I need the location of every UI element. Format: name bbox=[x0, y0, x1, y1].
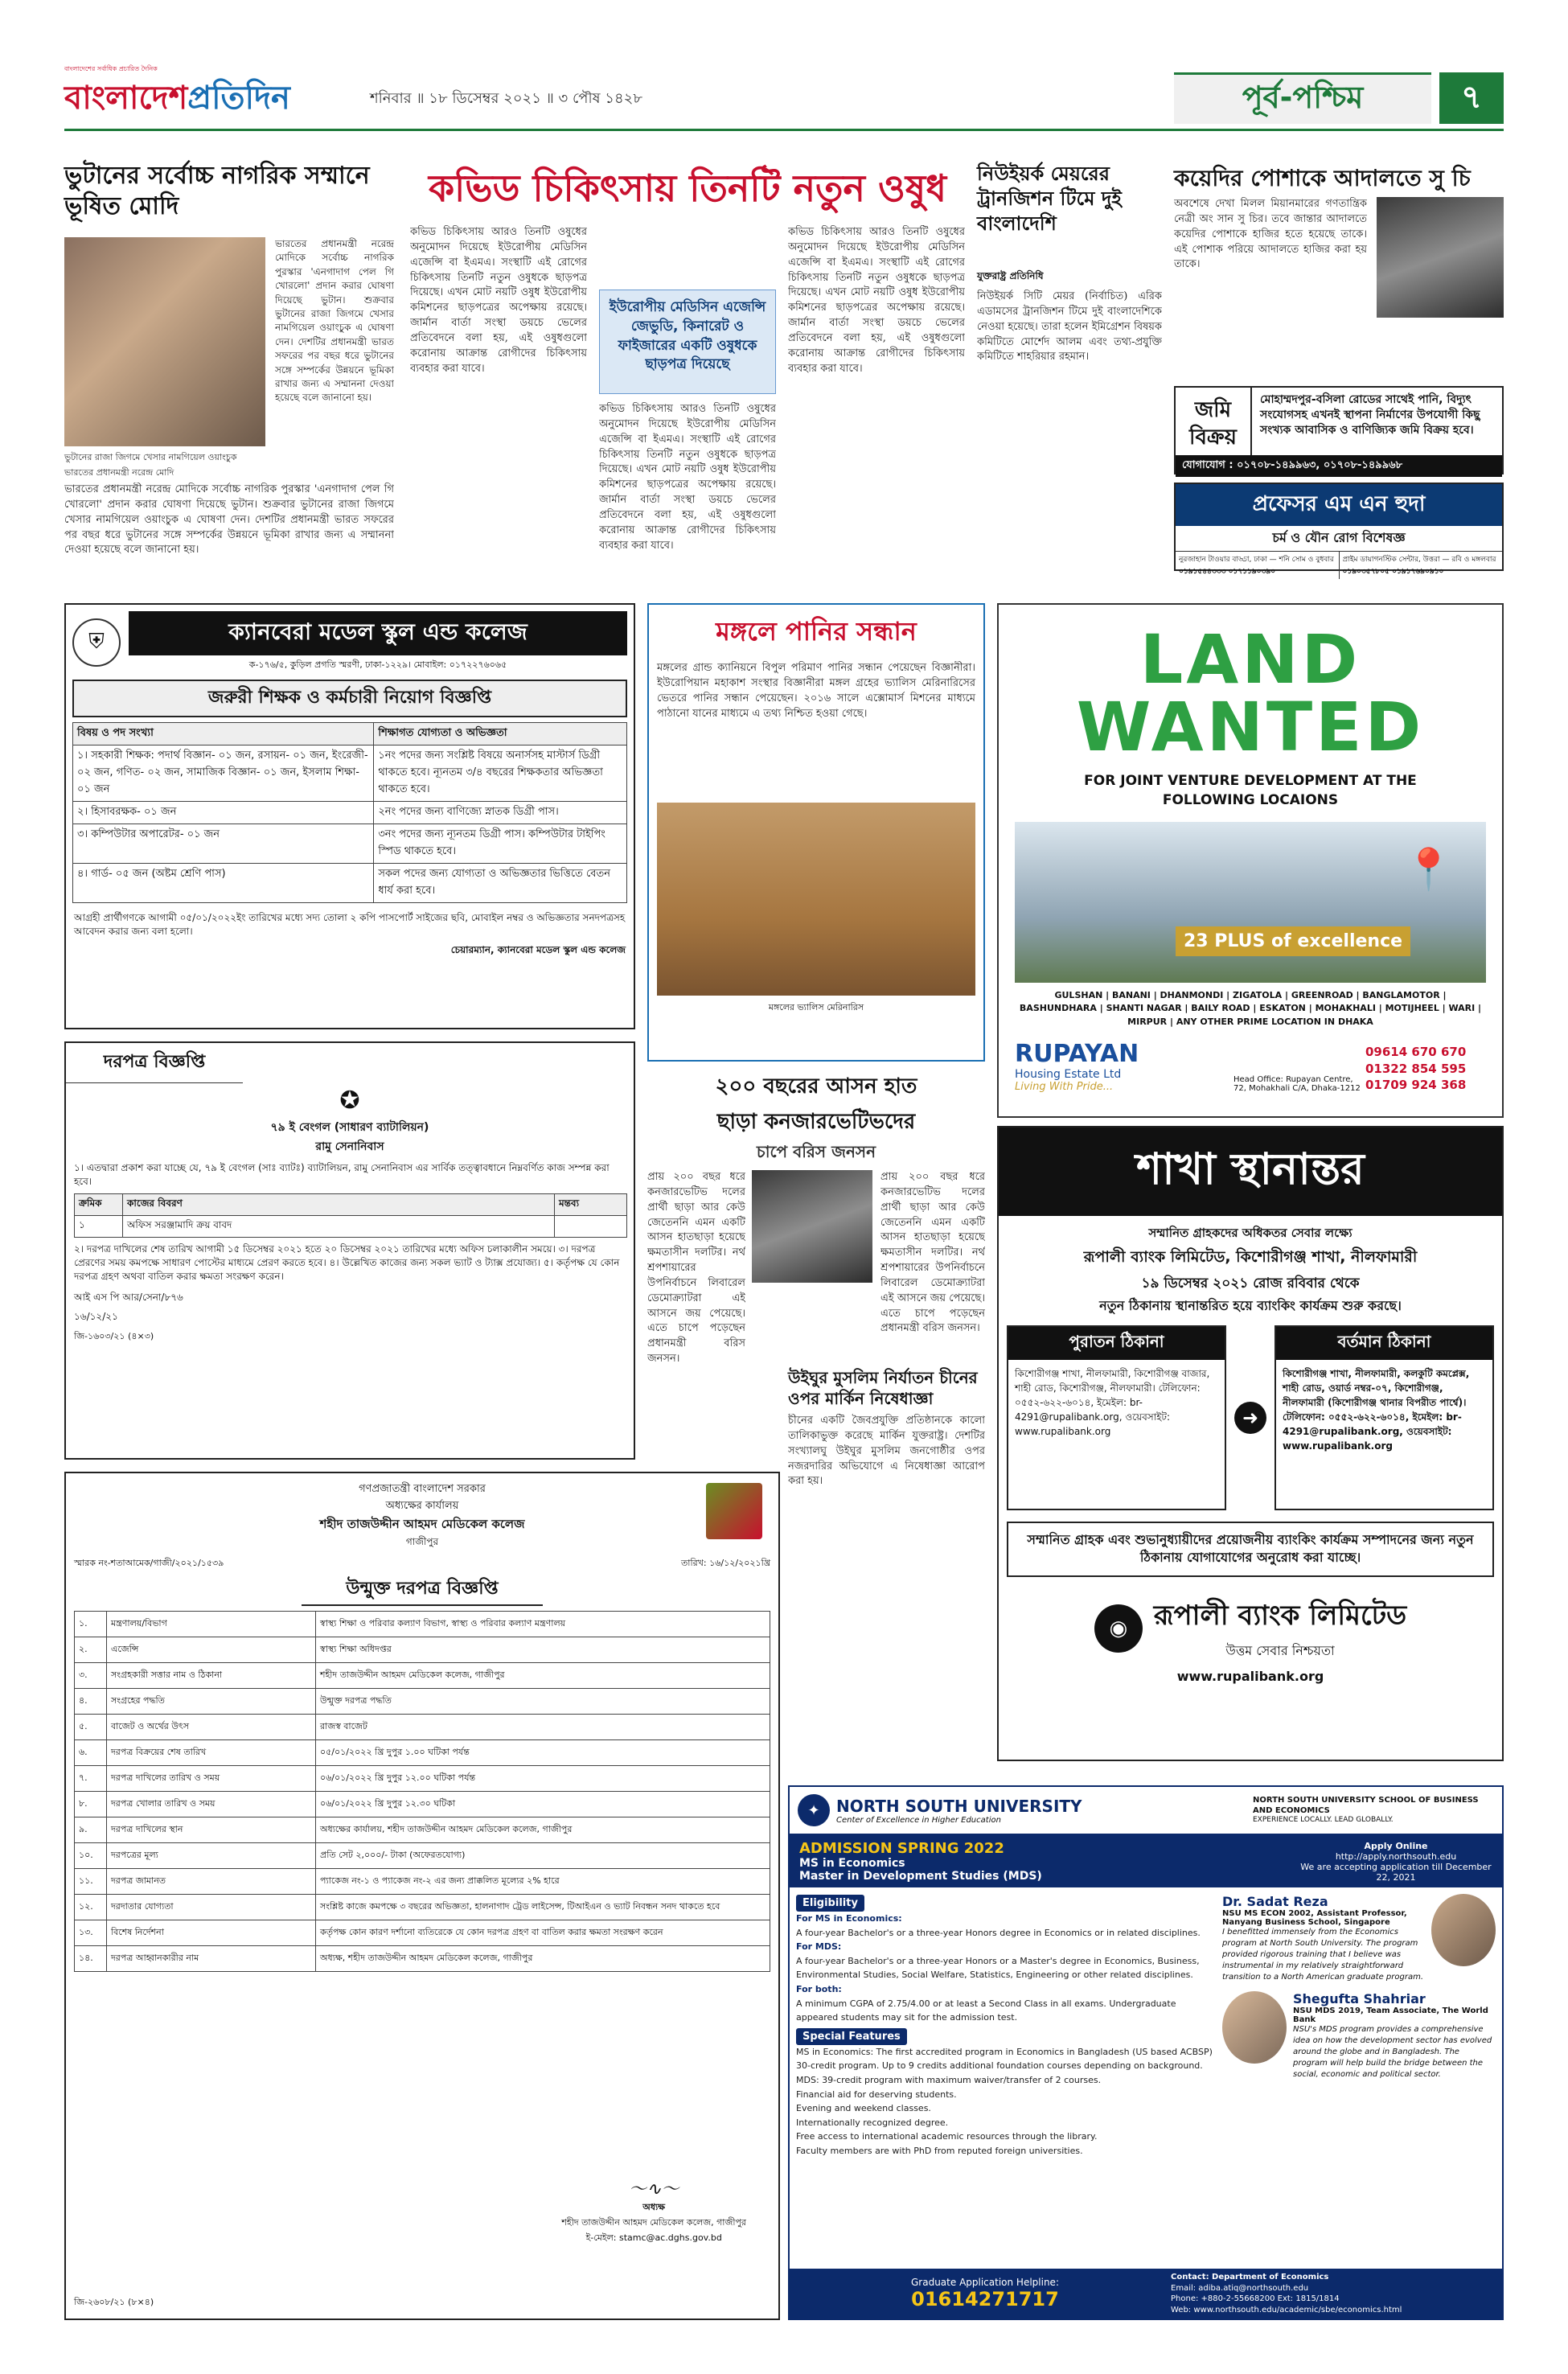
medical-table-cell: ৯. bbox=[75, 1817, 107, 1843]
nsu-program-1: MS in Economics bbox=[799, 1857, 905, 1870]
signature-mark: 〜∿〜 bbox=[628, 2179, 679, 2199]
nsu-feat-4: Evening and weekend classes. bbox=[796, 2103, 931, 2114]
land-skyline-image bbox=[1015, 822, 1486, 983]
canberra-r4-right: সকল পদের জন্য যোগ্যতা ও অভিজ্ঞতার ভিত্তিতে বেতন ধার্য করা হবে। bbox=[374, 864, 627, 903]
canberra-table bbox=[72, 722, 627, 903]
nsu-tagline: Center of Excellence in Higher Education bbox=[836, 1815, 1001, 1825]
medical-table-cell: ৫. bbox=[75, 1715, 107, 1740]
medical-table-cell: সংগ্রহের পদ্ধতি bbox=[107, 1689, 316, 1715]
nsu-feat-7: Faculty members are with PhD from reputed foreign universities. bbox=[796, 2145, 1083, 2156]
ad-canberra-school[interactable] bbox=[64, 603, 635, 1029]
medical-table-row bbox=[75, 1663, 770, 1689]
medical-table-row bbox=[75, 1740, 770, 1766]
land-subtitle: FOR JOINT VENTURE DEVELOPMENT AT THE FOLLOWING LOCAIONS bbox=[1084, 773, 1417, 808]
medical-table-row bbox=[75, 1843, 770, 1869]
nsu-elig3: A minimum CGPA of 2.75/4.00 or at least a Second Class in all exams. Undergraduate appeared students may sit for the admission test. bbox=[796, 1998, 1176, 2023]
tender-r1-num: ১ bbox=[75, 1215, 123, 1237]
ad-doctor[interactable] bbox=[1174, 483, 1504, 576]
article-boris[interactable] bbox=[647, 1070, 985, 1367]
medical-table-cell: দরপত্র আহ্বানকারীর নাম bbox=[107, 1946, 316, 1972]
branch-slogan: উত্তম সেবার নিশ্চয়তা bbox=[1225, 1642, 1335, 1658]
nsu-logo-icon: ✦ bbox=[798, 1794, 830, 1826]
tender-unit: ৭৯ ই বেংগল (সাধারণ ব্যাটালিয়ন) bbox=[270, 1121, 429, 1134]
tender-ref: আই এস পি আর/সেনা/৮৭৬ bbox=[74, 1291, 183, 1303]
rupayan-tagline: Living With Pride... bbox=[1015, 1081, 1114, 1094]
covid-body-col2: কভিড চিকিৎসায় আরও তিনটি ওষুধের অনুমোদন দিয়েছে ইউরোপীয় মেডিসিন এজেন্সি বা ইএমএ। সংস্থাটি এই রোগের চিকিৎসায় তিনটি নতুন ওষুধকে ছাড়পত্র দিয়েছে। এখন মোট নয়টি ওষুধ ইউরোপীয় কমিশনের ছাড়পত্রের অপেক্ষায় রয়েছে। জার্মান বার্তা সংস্থা ডয়চে ভেলের প্রতিবেদনে বলা হয়, এই ওষুধগুলো করোনায় আক্রান্ত রোগীদের চিকিৎসায় ব্যবহার করা যাবে। bbox=[599, 403, 776, 552]
ad-medical-tender[interactable] bbox=[64, 1472, 780, 2320]
medical-table-cell: ০৫/০১/২০২২ খ্রি দুপুর ১.০০ ঘটিকা পর্যন্ত bbox=[316, 1740, 770, 1766]
ad-branch-relocation[interactable] bbox=[997, 1126, 1504, 1761]
medical-table-cell: কর্তৃপক্ষ কোন কারণ দর্শানো ব্যতিরেকে যে কোন দরপত্র গ্রহণ বা বাতিল করার ক্ষমতা সংরক্ষণ করেন bbox=[316, 1920, 770, 1946]
medical-table-cell: ১০. bbox=[75, 1843, 107, 1869]
covid-body-col3: কভিড চিকিৎসায় আরও তিনটি ওষুধের অনুমোদন দিয়েছে ইউরোপীয় মেডিসিন এজেন্সি বা ইএমএ। সংস্থাটি এই রোগের চিকিৎসায় তিনটি নতুন ওষুধকে ছাড়পত্র দিয়েছে। এখন মোট নয়টি ওষুধ ইউরোপীয় কমিশনের ছাড়পত্রের অপেক্ষায় রয়েছে। জার্মান বার্তা সংস্থা ডয়চে ভেলের প্রতিবেদনে বলা হয়, এই ওষুধগুলো করোনায় আক্রান্ত রোগীদের চিকিৎসায় ব্যবহার করা যাবে। bbox=[788, 226, 965, 375]
medical-table-row bbox=[75, 1637, 770, 1663]
tender-date: ১৬/১২/২১ bbox=[74, 1310, 118, 1322]
mujib-logo-icon bbox=[706, 1483, 762, 1539]
nsu-feat-1: MS in Economics: The first accredited program in Economics in Bangladesh (US based ACBSP) 30-credit program. Up to 9 credits additional foundation courses depending on background. bbox=[796, 2046, 1213, 2072]
tender-title: দরপত্র বিজ্ঞপ্তি bbox=[66, 1043, 243, 1083]
medical-table-cell: প্রতি সেট ২,০০০/- টাকা (অফেরতযোগ্য) bbox=[316, 1843, 770, 1869]
canberra-signature: চেয়ারম্যান, ক্যানবেরা মডেল স্কুল এন্ড কলেজ bbox=[450, 943, 626, 955]
school-crest-icon: ⛨ bbox=[72, 618, 121, 667]
branch-new-addr: কিশোরীগঞ্জ শাখা, নীলফামারী, কলকুটি কমপ্লেক্স, শাহী রোড, ওয়ার্ড নম্বর-০৭, কিশোরীগঞ্জ, নীলফামারী (কিশোরীগঞ্জ থানার বিপরীত পার্শ্বে)। টেলিফোন: ০৫৫২-৬২২-৬০১৪, ইমেইল: br-4291@rupalibank.org, ওয়েবসাইট: www.rupalibank.org bbox=[1283, 1368, 1470, 1452]
nsu-apply-url[interactable]: http://apply.northsouth.edu bbox=[1335, 1850, 1457, 1862]
article-suu-kyi[interactable] bbox=[1174, 161, 1504, 378]
medical-table-cell: বাজেট ও অর্থের উৎস bbox=[107, 1715, 316, 1740]
newspaper-logo[interactable] bbox=[64, 72, 290, 126]
tender-th-1: ক্রমিক bbox=[75, 1193, 123, 1215]
dateline: শনিবার ॥ ১৮ ডিসেম্বর ২০২১ ॥ ৩ পৌষ ১৪২৮ bbox=[370, 90, 643, 107]
land-years-badge: 23 PLUS of excellence bbox=[1176, 926, 1410, 956]
medical-table-cell: অধ্যক্ষের কার্যালয়, শহীদ তাজউদ্দীন আহমদ মেডিকেল কলেজ, গাজীপুর bbox=[316, 1817, 770, 1843]
army-emblem-icon: ✪ bbox=[339, 1086, 360, 1115]
covid-headline[interactable]: কভিড চিকিৎসায় তিনটি নতুন ওষুধ bbox=[428, 166, 947, 210]
medical-table-cell: দরপত্র জামানত bbox=[107, 1869, 316, 1895]
branch-date-line: ১৯ ডিসেম্বর ২০২১ রোজ রবিবার থেকে bbox=[1141, 1275, 1360, 1292]
ad-nsu[interactable] bbox=[788, 1785, 1504, 2320]
medical-ref: স্মারক নং-শতাআমেক/গাজী/২০২১/১৫৩৯ bbox=[74, 1558, 224, 1568]
medical-table-row bbox=[75, 1920, 770, 1946]
doctor-chamber-1: নুরজাহান টাওয়ার বাড্ডা, ঢাকা — শনি সোম ও বুধবার bbox=[1179, 556, 1334, 564]
medical-table-cell: এজেন্সি bbox=[107, 1637, 316, 1663]
nsu-program-2: Master in Development Studies (MDS) bbox=[799, 1870, 1042, 1883]
medical-sign-college: শহীদ তাজউদ্দীন আহমদ মেডিকেল কলেজ, গাজীপুর bbox=[561, 2217, 746, 2228]
tender-code: জি-১৬০৩/২১ (৪×৩) bbox=[74, 1330, 154, 1341]
medical-table-cell: দরদাতার যোগ্যতা bbox=[107, 1895, 316, 1920]
medical-table-cell: ১৪. bbox=[75, 1946, 107, 1972]
nsu-alum2-quote: NSU's MDS program provides a comprehensive idea on how the development sector has evolved around the globe and in Bangladesh. The program will help build the bridge between the social, economic and political sector. bbox=[1293, 2025, 1492, 2079]
medical-title: উন্মুক্ত দরপত্র বিজ্ঞপ্তি bbox=[302, 1575, 543, 1606]
medical-table-row bbox=[75, 1946, 770, 1972]
canberra-col-2: শিক্ষাগত যোগ্যতা ও অভিজ্ঞতা bbox=[374, 723, 627, 745]
nsu-phone[interactable]: Phone: +880-2-55668200 Ext: 1815/1814 bbox=[1171, 2294, 1340, 2303]
medical-table-cell: দরপত্র দাখিলের স্থান bbox=[107, 1817, 316, 1843]
nsu-features-title: Special Features bbox=[796, 2028, 907, 2045]
canberra-title: ক্যানবেরা মডেল স্কুল এন্ড কলেজ bbox=[129, 611, 627, 655]
tender-place: রামু সেনানিবাস bbox=[315, 1140, 384, 1153]
boris-body-2: প্রায় ২০০ বছর ধরে কনজারভেটিভ দলের প্রার্থী ছাড়া আর কেউ জেতেননি এমন একটি আসন হাতছাড়া হয়েছে ক্ষমতাসীন দলটির। নর্থ শ্রপশায়ারের উপনির্বাচনে লিবারেল ডেমোক্র্যাটরা এই আসনে জয় পেয়েছে। এতে চাপে পড়েছেন প্রধানমন্ত্রী বরিস জনসন। bbox=[880, 1171, 985, 1335]
branch-old-box bbox=[1007, 1325, 1226, 1510]
canberra-footer: আগ্রহী প্রার্থীগণকে আগামী ০৫/০১/২০২২ইং তারিখের মধ্যে সদ্য তোলা ২ কপি পাসপোর্ট সাইজের ছবি, মোবাইল নম্বর ও অভিজ্ঞতার সনদপত্রসহ আবেদন করার জন্য বলা হলো। bbox=[74, 912, 626, 937]
medical-table-row bbox=[75, 1766, 770, 1792]
tender-r1-desc: অফিস সরঞ্জামাদি ক্রয় বাবদ bbox=[123, 1215, 555, 1237]
branch-new-box bbox=[1275, 1325, 1494, 1510]
suukyi-photo bbox=[1377, 197, 1504, 318]
article-covid[interactable] bbox=[410, 161, 965, 595]
boris-headline-2[interactable]: ছাড়া কনজারভেটিভদের bbox=[716, 1110, 916, 1134]
branch-title: শাখা স্থানান্তর bbox=[999, 1127, 1502, 1216]
boris-headline-1[interactable]: ২০০ বছরের আসন হাত bbox=[715, 1074, 917, 1099]
medical-table-cell: মন্ত্রণালয়/বিভাগ bbox=[107, 1612, 316, 1637]
branch-notice: নতুন ঠিকানায় স্থানান্তরিত হয়ে ব্যাংকিং কার্যক্রম শুরু করছে। bbox=[1099, 1298, 1402, 1313]
medical-table-cell: প্যাকেজ নং-১ ও প্যাকেজ নং-২ এর জন্য প্রাক্কলিত মূল্যের ২% হারে bbox=[316, 1869, 770, 1895]
location-pin-icon: 📍 bbox=[1403, 845, 1454, 893]
medical-table-cell: সংশ্লিষ্ট কাজে কমপক্ষে ৩ বছরের অভিজ্ঞতা, হালনাগাদ ট্রেড লাইসেন্স, টিআইএন ও ভ্যাট নিবন্ধন সনদ থাকতে হবে bbox=[316, 1895, 770, 1920]
doctor-specialty: চর্ম ও যৌন রোগ বিশেষজ্ঞ bbox=[1272, 530, 1406, 545]
mars-body: মঙ্গলের গ্রান্ড ক্যানিয়নে বিপুল পরিমাণ পানির সন্ধান পেয়েছেন বিজ্ঞানীরা। ইউরোপিয়ান মহাকাশ সংস্থার বিজ্ঞানীরা মঙ্গল গ্রহের ভ্যালিস মেরিনারিসের ভেতরে পানির সন্ধান পেয়েছেন। ২০১৬ সালে এক্সোমার্স মিশনের মাধ্যমে পাঠানো যানের মাধ্যমে এ তথ্য নিশ্চিত হওয়া গেছে। bbox=[657, 662, 975, 720]
nsu-contact: Contact: Department of Economics bbox=[1171, 2273, 1329, 2282]
canberra-r1-left: ১। সহকারী শিক্ষক: পদার্থ বিজ্ঞান- ০১ জন, রসায়ন- ০১ জন, ইংরেজী- ০২ জন, গণিত- ০২ জন, সামাজিক বিজ্ঞান- ০১ জন, ইসলাম শিক্ষা- ০১ জন bbox=[73, 745, 374, 802]
section-title: পূর্ব-পশ্চিম bbox=[1174, 72, 1431, 124]
medical-email[interactable]: ই-মেইল: stamc@ac.dghs.gov.bd bbox=[585, 2232, 722, 2243]
medical-table-cell: দরপত্রের মূল্য bbox=[107, 1843, 316, 1869]
bhutan-caption: ভুটানের রাজা জিগমে খেসার নামগিয়েল ওয়াংচুক ভারতের প্রধানমন্ত্রী নরেন্দ্র মোদি bbox=[64, 452, 237, 478]
nsu-alum1-quote: I benefitted immensely from the Economics program at North South University. The program provided rigorous training that I believe was instrumental in my relatively straightforward transition to a North American graduate program. bbox=[1222, 1928, 1423, 1982]
article-mars[interactable] bbox=[647, 603, 985, 1062]
tender-table bbox=[74, 1193, 627, 1238]
branch-old-addr: কিশোরীগঞ্জ শাখা, নীলফামারী, কিশোরীগঞ্জ বাজার, শাহী রোড, কিশোরীগঞ্জ, নীলফামারী। টেলিফোন: ০৫৫২-৬২২-৬০১৪, ইমেইল: br-4291@rupalibank.org, ওয়েবসাইট: www.rupalibank.org bbox=[1015, 1368, 1210, 1437]
medical-table-row bbox=[75, 1817, 770, 1843]
nsu-alum2-photo bbox=[1222, 1991, 1287, 2064]
bhutan-headline[interactable]: ভুটানের সর্বোচ্চ নাগরিক সম্মানে ভূষিত মোদি bbox=[64, 162, 370, 220]
medical-table-cell: ২. bbox=[75, 1637, 107, 1663]
tender-th-3: মন্তব্য bbox=[555, 1193, 627, 1215]
nsu-feat-5: Internationally recognized degree. bbox=[796, 2117, 949, 2128]
canberra-r3-left: ৩। কম্পিউটার অপারেটর- ০১ জন bbox=[73, 824, 374, 864]
land-wanted-title: WANTED bbox=[1076, 688, 1425, 766]
nsu-elig2: A four-year Bachelor's or a three-year Honors or a Master's degree in Economics, Business, Environmental Studies, Social Welfare, Statistics, Engineering or other related disciplines. bbox=[796, 1955, 1200, 1981]
tender-conditions: ২। দরপত্র দাখিলের শেষ তারিখ আগামী ১৫ ডিসেম্বর ২০২১ হতে ২০ ডিসেম্বর ২০২১ তারিখের মধ্যে অফিস চলাকালীন সময়ে। ৩। দরপত্র প্রেরণের সময় কমপক্ষে সাধারণ পোস্টের মাধ্যমে প্রেরণ করতে হবে। ৪। উল্লেখিত কাজের জন্য সকল ভ্যাট ও ট্যাক্স প্রযোজ্য। ৫। কর্তৃপক্ষ যে কোন দরপত্র গ্রহণ অথবা বাতিল করার ক্ষমতা সংরক্ষণ করেন। bbox=[74, 1242, 620, 1283]
medical-gov: গণপ্রজাতন্ত্রী বাংলাদেশ সরকার bbox=[359, 1483, 486, 1495]
doctor-name: প্রফেসর এম এন হুদা bbox=[1176, 484, 1502, 526]
mars-caption: মঙ্গলের ভ্যালিস মেরিনারিস bbox=[768, 1002, 864, 1012]
medical-table-cell: স্বাস্থ্য শিক্ষা অধিদপ্তর bbox=[316, 1637, 770, 1663]
nsu-elig3-title: For both: bbox=[796, 1983, 842, 1994]
ny-body: নিউইয়র্ক সিটি মেয়র (নির্বাচিত) এরিক এডামসের ট্রানজিশন টিমে দুই বাংলাদেশিকে নেওয়া হয়েছে। তারা হলেন ইমিগ্রেশন বিষয়ক কমিটিতে মোর্শেদ আলম এবং তথ্য-প্রযুক্তি কমিটিতে শাহরিয়ার রহমান। bbox=[977, 290, 1162, 363]
nsu-web[interactable]: Web: www.northsouth.edu/academic/sbe/economics.html bbox=[1171, 2305, 1402, 2314]
medical-table-cell: ৩. bbox=[75, 1663, 107, 1689]
doctor-phone-2[interactable]: ০১৯০৩৫৭৮০৫ ০১৯১৭৬৯০৯১০ bbox=[1342, 568, 1444, 576]
nsu-admission: ADMISSION SPRING 2022 bbox=[799, 1840, 1004, 1857]
nsu-alum2-title: NSU MDS 2019, Team Associate, The World Bank bbox=[1293, 2006, 1488, 2024]
nsu-alum2-name: Shegufta Shahriar bbox=[1293, 1991, 1426, 2006]
ad-tender-bengal[interactable] bbox=[64, 1041, 635, 1460]
ad-land-sale[interactable] bbox=[1174, 386, 1504, 474]
rupayan-phone-1[interactable]: 09614 670 670 bbox=[1365, 1045, 1467, 1060]
canberra-col-1: বিষয় ও পদ সংখ্যা bbox=[73, 723, 374, 745]
medical-table-cell: দরপত্র খোলার তারিখ ও সময় bbox=[107, 1792, 316, 1817]
boris-headline-3[interactable]: চাপে বরিস জনসন bbox=[756, 1142, 876, 1161]
covid-pull-quote: ইউরোপীয় মেডিসিন এজেন্সি জেভুডি, কিনারেট ও ফাইজারের একটি ওষুধকে ছাড়পত্র দিয়েছে bbox=[599, 290, 776, 394]
branch-new-title: বর্তমান ঠিকানা bbox=[1276, 1327, 1492, 1360]
medical-code: জি-২৬০৮/২১ (৮×৪) bbox=[74, 2297, 154, 2307]
medical-district: গাজীপুর bbox=[405, 1536, 439, 1547]
nsu-apply[interactable]: Apply Online bbox=[1364, 1840, 1428, 1851]
medical-table-cell: দরপত্র দাখিলের তারিখ ও সময় bbox=[107, 1766, 316, 1792]
canberra-address: ক-১৭৬/৫, কুড়িল প্রগতি স্মরণী, ঢাকা-১২২৯। মোবাইল: ০১৭২২৭৬০৬৫ bbox=[248, 659, 507, 670]
nsu-university: NORTH SOUTH UNIVERSITY bbox=[836, 1796, 1082, 1816]
medical-table-cell: অধ্যক্ষ, শহীদ তাজউদ্দীন আহমদ মেডিকেল কলেজ, গাজীপুর bbox=[316, 1946, 770, 1972]
medical-office: অধ্যক্ষের কার্যালয় bbox=[385, 1500, 459, 1512]
rupali-bank-logo-icon: ◉ bbox=[1094, 1604, 1143, 1653]
medical-table-cell: রাজস্ব বাজেট bbox=[316, 1715, 770, 1740]
ny-byline: যুক্তরাষ্ট্র প্রতিনিধি bbox=[977, 270, 1044, 281]
medical-table-cell: স্বাস্থ্য শিক্ষা ও পরিবার কল্যাণ বিভাগ, স্বাস্থ্য ও পরিবার কল্যাণ মন্ত্রণালয় bbox=[316, 1612, 770, 1637]
medical-table-cell: ৮. bbox=[75, 1792, 107, 1817]
medical-table-row bbox=[75, 1689, 770, 1715]
nsu-alum1-name: Dr. Sadat Reza bbox=[1222, 1894, 1328, 1909]
branch-url[interactable]: www.rupalibank.org bbox=[1176, 1668, 1324, 1684]
land-locations: GULSHAN | BANANI | DHANMONDI | ZIGATOLA | GREENROAD | BANGLAMOTOR | BASHUNDHARA | SHANTI NAGAR | BAILY ROAD | ESKATON | MOHAKHALI | MOTIJHEEL | WARI | MIRPUR | ANY OTHER PRIME LOCATION IN DHAKA bbox=[1019, 989, 1482, 1027]
nsu-helpline-label: Graduate Application Helpline: bbox=[911, 2277, 1059, 2288]
doctor-phone-1[interactable]: ০১৯১৫৪৪৩৩৩ ০১৭১১৯০৩৯০ bbox=[1179, 568, 1276, 576]
rupayan-sub: Housing Estate Ltd bbox=[1015, 1068, 1122, 1082]
medical-table-cell: ১৩. bbox=[75, 1920, 107, 1946]
bhutan-body: ভারতের প্রধানমন্ত্রী নরেন্দ্র মোদিকে সর্বোচ্চ নাগরিক পুরস্কার 'এনগাদাগ পেল গি খোরলো' প্রদান করার ঘোষণা দিয়েছে ভুটান। শুক্রবার ভুটানের রাজা জিগমে খেসার নামগিয়েল ওয়াংচুক এ ঘোষণা দেন। দেশটির প্রধানমন্ত্রী ভারত সফরের পর বছর ধরে ভুটানের সঙ্গে সম্পর্কের উন্নয়নে ভূমিকা রাখার জন্য এ সম্মাননা দেওয়া হয়েছে বলে জানানো হয়। bbox=[64, 483, 394, 557]
canberra-r3-right: ৩নং পদের জন্য ন্যূনতম ডিগ্রী পাস। কম্পিউটার টাইপিং স্পিড থাকতে হবে। bbox=[374, 824, 627, 864]
nsu-elig1: A four-year Bachelor's or a three-year Honors degree in Economics or in related disciplines. bbox=[796, 1927, 1201, 1938]
medical-table-row bbox=[75, 1612, 770, 1637]
nsu-feat-6: Free access to international academic resources through the library. bbox=[796, 2131, 1098, 2142]
uyghur-headline[interactable]: উইঘুর মুসলিম নির্যাতন চীনের ওপর মার্কিন নিষেধাজ্ঞা bbox=[788, 1368, 978, 1408]
covid-body-col1: কভিড চিকিৎসায় আরও তিনটি ওষুধের অনুমোদন দিয়েছে ইউরোপীয় মেডিসিন এজেন্সি বা ইএমএ। সংস্থাটি এই রোগের চিকিৎসায় তিনটি নতুন ওষুধকে ছাড়পত্র দিয়েছে। এখন মোট নয়টি ওষুধ ইউরোপীয় কমিশনের ছাড়পত্রের অপেক্ষায় রয়েছে। জার্মান বার্তা সংস্থা ডয়চে ভেলের প্রতিবেদনে বলা হয়, এই ওষুধগুলো করোনায় আক্রান্ত রোগীদের চিকিৎসায় ব্যবহার করা যাবে। bbox=[410, 226, 587, 375]
medical-table-cell: দরপত্র বিক্রয়ের শেষ তারিখ bbox=[107, 1740, 316, 1766]
arrow-right-icon: ➜ bbox=[1234, 1402, 1266, 1434]
mars-photo bbox=[657, 803, 975, 996]
tender-body: ১। এতদ্বারা প্রকাশ করা যাচ্ছে যে, ৭৯ ই বেংগল (সাঃ ব্যাটঃ) ব্যাটালিয়ন, রামু সেনানিবাস এর সার্বিক তত্ত্বাবধানে নিম্নবর্ণিত কাজ সম্পন্ন করা হবে। bbox=[74, 1162, 610, 1187]
medical-table-cell: শহীদ তাজউদ্দীন আহমদ মেডিকেল কলেজ, গাজীপুর bbox=[316, 1663, 770, 1689]
land-sale-title: জমি বিক্রয় bbox=[1176, 388, 1252, 473]
branch-brand: রূপালী ব্যাংক লিমিটেড bbox=[1153, 1599, 1407, 1632]
nsu-eligibility-title: Eligibility bbox=[796, 1895, 864, 1912]
article-uyghur[interactable] bbox=[788, 1367, 985, 1560]
medical-table-cell: ১২. bbox=[75, 1895, 107, 1920]
canberra-r2-left: ২। হিসাবরক্ষক- ০১ জন bbox=[73, 802, 374, 824]
bhutan-photo bbox=[64, 237, 265, 446]
ny-headline[interactable]: নিউইয়র্ক মেয়রের ট্রানজিশন টিমে দুই বাংলাদেশি bbox=[977, 162, 1122, 236]
nsu-helpline[interactable]: 01614271717 bbox=[911, 2288, 1059, 2310]
medical-table-row bbox=[75, 1895, 770, 1920]
land-sale-phone[interactable]: যোগাযোগ : ০১৭০৮-১৪৯৯৬৩, ০১৭০৮-১৪৯৯৬৮ bbox=[1176, 455, 1502, 477]
nsu-feat-2: MDS: 39-credit program with maximum waiver/transfer of 2 courses. bbox=[796, 2074, 1102, 2085]
medical-table-cell: বিশেষ নির্দেশনা bbox=[107, 1920, 316, 1946]
canberra-subtitle: জরুরী শিক্ষক ও কর্মচারী নিয়োগ বিজ্ঞপ্তি bbox=[72, 680, 627, 717]
nsu-alum1-title: NSU MS ECON 2002, Assistant Professor, Nanyang Business School, Singapore bbox=[1222, 1909, 1407, 1927]
ad-land-wanted[interactable] bbox=[997, 603, 1504, 1118]
page-number: ৭ bbox=[1439, 72, 1504, 124]
suukyi-headline[interactable]: কয়েদির পোশাকে আদালতে সু চি bbox=[1174, 165, 1471, 191]
medical-table-cell: ৬. bbox=[75, 1740, 107, 1766]
nsu-school-tag: EXPERIENCE LOCALLY. LEAD GLOBALLY. bbox=[1253, 1816, 1394, 1825]
medical-table-cell: ৪. bbox=[75, 1689, 107, 1715]
nsu-school: NORTH SOUTH UNIVERSITY SCHOOL OF BUSINESS AND ECONOMICS bbox=[1253, 1796, 1479, 1816]
bhutan-body-side: ভারতের প্রধানমন্ত্রী নরেন্দ্র মোদিকে সর্বোচ্চ নাগরিক পুরস্কার 'এনগাদাগ পেল গি খোরলো' প্রদান করার ঘোষণা দিয়েছে ভুটান। শুক্রবার ভুটানের রাজা জিগমে খেসার নামগিয়েল ওয়াংচুক এ ঘোষণা দেন। দেশটির প্রধানমন্ত্রী ভারত সফরের পর বছর ধরে ভুটানের সঙ্গে সম্পর্কের উন্নয়নে ভূমিকা রাখার জন্য এ সম্মাননা দেওয়া হয়েছে বলে জানানো হয়। bbox=[275, 238, 394, 404]
uyghur-body: চীনের একটি জৈবপ্রযুক্তি প্রতিষ্ঠানকে কালো তালিকাভুক্ত করেছে মার্কিন যুক্তরাষ্ট্র। দেশটির সংখ্যালঘু উইঘুর মুসলিম জনগোষ্ঠীর ওপর নজরদারির অভিযোগে এ নিষেধাজ্ঞা আরোপ করা হয়। bbox=[788, 1415, 985, 1488]
nsu-deadline: We are accepting application till December 22, 2021 bbox=[1300, 1861, 1492, 1883]
logo-tagline: বাংলাদেশের সর্বাধিক প্রচারিত দৈনিক bbox=[64, 65, 158, 72]
medical-table bbox=[74, 1611, 770, 1972]
article-bhutan[interactable] bbox=[64, 161, 394, 595]
branch-request: সম্মানিত গ্রাহক এবং শুভানুধ্যায়ীদের প্রয়োজনীয় ব্যাংকিং কার্যক্রম সম্পাদনের জন্য নতুন ঠিকানায় যোগাযোগের অনুরোধ করা যাচ্ছে। bbox=[1007, 1522, 1494, 1577]
medical-table-cell: ০৬/০১/২০২২ খ্রি দুপুর ১২.০০ ঘটিকা পর্যন্ত bbox=[316, 1766, 770, 1792]
medical-table-cell: সংগ্রহকারী সত্তার নাম ও ঠিকানা bbox=[107, 1663, 316, 1689]
suukyi-body: অবশেষে দেখা মিলল মিয়ানমারের গণতান্ত্রিক নেত্রী অং সান সু চির। তবে জান্তার আদালতে কয়েদির পোশাকে হাজির হতে হয়েছে তাকে। এই পোশাক পরিয়ে আদালতে হাজির করা হয় তাকে। bbox=[1174, 198, 1367, 271]
tender-th-2: কাজের বিবরণ bbox=[123, 1193, 555, 1215]
rupayan-phone-3[interactable]: 01709 924 368 bbox=[1365, 1077, 1467, 1092]
medical-table-row bbox=[75, 1715, 770, 1740]
medical-table-cell: ০৬/০১/২০২২ খ্রি দুপুর ১২.৩০ ঘটিকা bbox=[316, 1792, 770, 1817]
masthead bbox=[64, 65, 1504, 137]
branch-intro: সম্মানিত গ্রাহকদের অধিকতর সেবার লক্ষ্যে bbox=[1148, 1226, 1353, 1240]
nsu-feat-3: Financial aid for deserving students. bbox=[796, 2089, 957, 2100]
medical-college: শহীদ তাজউদ্দীন আহমদ মেডিকেল কলেজ bbox=[319, 1517, 525, 1531]
logo-accent: প্রতিদিন bbox=[187, 79, 290, 117]
boris-photo bbox=[752, 1170, 872, 1283]
medical-table-cell: ১১. bbox=[75, 1869, 107, 1895]
nsu-email[interactable]: Email: adiba.atiq@northsouth.edu bbox=[1171, 2283, 1309, 2293]
medical-table-row bbox=[75, 1869, 770, 1895]
medical-date: তারিখ: ১৬/১২/২০২১খ্রি bbox=[681, 1558, 770, 1568]
masthead-rule bbox=[64, 129, 1504, 131]
logo-main: বাংলাদেশ bbox=[64, 79, 188, 117]
canberra-r4-left: ৪। গার্ড- ০৫ জন (অষ্টম শ্রেণি পাস) bbox=[73, 864, 374, 903]
branch-old-title: পুরাতন ঠিকানা bbox=[1008, 1327, 1225, 1360]
land-sale-text: মোহাম্মদপুর-বসিলা রোডের সাথেই পানি, বিদ্যুৎ সংযোগসহ এখনই স্থাপনা নির্মাণের উপযোগী কিছু সংখ্যক আবাসিক ও বাণিজ্যিক জমি বিক্রয় হবে। bbox=[1260, 393, 1480, 437]
doctor-chamber-2: প্রাইম ডায়াগনস্টিক সেন্টার, উত্তরা — রবি ও মঙ্গলবার bbox=[1342, 556, 1496, 564]
branch-bank-line: রূপালী ব্যাংক লিমিটেড, কিশোরীগঞ্জ শাখা, নীলফামারী bbox=[1083, 1248, 1418, 1266]
rupayan-phone-2[interactable]: 01322 854 595 bbox=[1365, 1061, 1467, 1076]
canberra-r1-right: ১নং পদের জন্য সংশ্লিষ্ট বিষয়ে অনার্সসহ মাস্টার্স ডিগ্রী থাকতে হবে। ন্যূনতম ৩/৪ বছরের শিক্ষকতার অভিজ্ঞতা থাকতে হবে। bbox=[374, 745, 627, 802]
medical-table-cell: ৭. bbox=[75, 1766, 107, 1792]
nsu-alum1-photo bbox=[1431, 1894, 1496, 1966]
medical-table-cell: উন্মুক্ত দরপত্র পদ্ধতি bbox=[316, 1689, 770, 1715]
medical-table-cell: ১. bbox=[75, 1612, 107, 1637]
rupayan-office: Head Office: Rupayan Centre, 72, Mohakhali C/A, Dhaka-1212 bbox=[1233, 1075, 1361, 1094]
canberra-r2-right: ২নং পদের জন্য বাণিজ্যে স্নাতক ডিগ্রী পাস। bbox=[374, 802, 627, 824]
boris-body-1: প্রায় ২০০ বছর ধরে কনজারভেটিভ দলের প্রার্থী ছাড়া আর কেউ জেতেননি এমন একটি আসন হাতছাড়া হয়েছে ক্ষমতাসীন দলটির। নর্থ শ্রপশায়ারের উপনির্বাচনে লিবারেল ডেমোক্র্যাটরা এই আসনে জয় পেয়েছে। এতে চাপে পড়েছেন প্রধানমন্ত্রী বরিস জনসন। bbox=[647, 1171, 745, 1366]
nsu-elig1-title: For MS in Economics: bbox=[796, 1913, 902, 1924]
nsu-elig2-title: For MDS: bbox=[796, 1941, 842, 1953]
medical-sign-name: অধ্যক্ষ bbox=[642, 2202, 666, 2212]
land-title: LAND bbox=[1139, 620, 1361, 699]
rupayan-brand: RUPAYAN bbox=[1015, 1040, 1139, 1069]
mars-headline[interactable]: মঙ্গলে পানির সন্ধান bbox=[716, 616, 917, 647]
medical-table-row bbox=[75, 1792, 770, 1817]
